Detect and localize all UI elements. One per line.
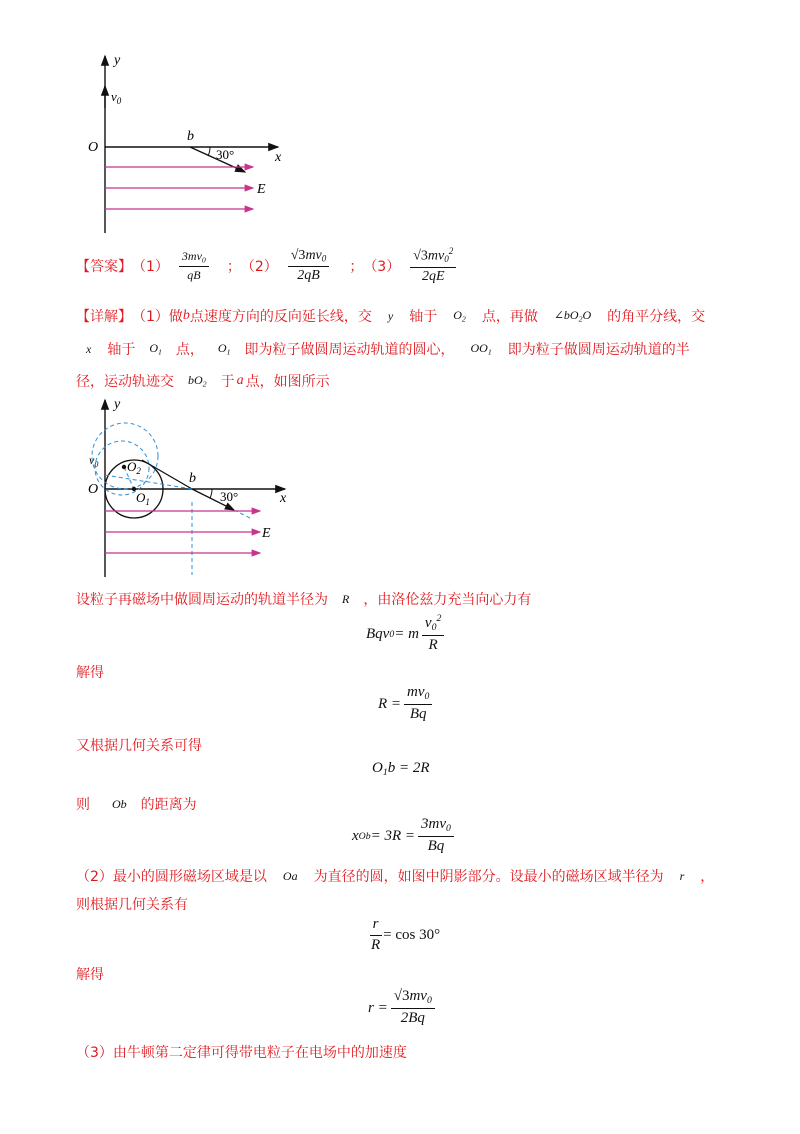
equation-3: $O_1b = 2R$ [372, 760, 430, 778]
answer-sep: ； [349, 259, 364, 275]
detail-angle: $\angle bO_2O$ [553, 308, 592, 324]
O2-label: $O_2$ [127, 459, 141, 476]
body-text: 则根据几何关系有 [76, 897, 188, 913]
detail-var-O1-2: $O_1$ [217, 341, 231, 357]
v0-label: $v_0$ [111, 89, 122, 106]
text-line [76, 793, 197, 815]
detail-text: 轴于 [409, 309, 438, 325]
equation-2: R = $\frac{mv_0}{Bq}$ [378, 684, 432, 724]
body-text: ，由洛伦兹力充当向心力有 [363, 592, 532, 608]
var-R: R [342, 591, 350, 606]
body-text: （2）最小的圆形磁场区域是以 [76, 869, 267, 885]
detail-text: （1）做 [132, 309, 183, 325]
equation-4: x Ob = 3R = $\frac{3mv_0}{Bq}$ [352, 816, 454, 856]
answer-sep: ； [226, 259, 241, 275]
detail-text: 径，运动轨迹交 [76, 374, 174, 390]
detail-text: 即为粒子做圆周运动轨道的半 [507, 342, 690, 358]
body-text: 又根据几何关系可得 [76, 738, 202, 754]
text-line [76, 865, 714, 887]
field-label: E [262, 526, 271, 541]
detail-var-a: a [236, 373, 244, 388]
x-axis-label: x [280, 491, 287, 506]
detail-var-b: b [182, 308, 190, 323]
detail-text: 点速度方向的反向延长线，交 [189, 309, 372, 325]
body-text: ， [700, 869, 715, 885]
answer-bracket: 【答案】 [76, 259, 132, 275]
v0-label: $v_0$ [89, 453, 99, 469]
detail-var-O1: $O_1$ [149, 341, 162, 357]
detail-text: 的角平分线，交 [607, 309, 706, 325]
point-b-label: b [189, 471, 196, 486]
detail-text: 即为粒子做圆周运动轨道的圆心， [244, 342, 455, 358]
body-text: （3）由牛顿第二定律可得带电粒子在电场中的加速度 [76, 1045, 407, 1061]
var-Oa: Oa [282, 868, 298, 883]
detail-text: 于 [220, 374, 235, 390]
figure-2 [80, 392, 300, 580]
detail-text: 点，如图所示 [245, 374, 330, 390]
equation-6: r = $\frac{√3mv_0}{2Bq}$ [368, 986, 435, 1030]
detail-var-O2: $O_2$ [453, 308, 466, 324]
detail-var-bO2: $bO_2$ [188, 373, 207, 389]
detail-text: 轴于 [107, 342, 136, 358]
detail-line-1 [76, 305, 705, 327]
detail-line-2 [86, 338, 690, 360]
point-b-label: b [187, 129, 194, 144]
angle-arc [210, 489, 212, 498]
y-axis-label: y [114, 53, 121, 68]
O1-label: $O_1$ [136, 490, 150, 507]
detail-var-x: x [86, 341, 92, 356]
origin-label: O [88, 482, 99, 497]
text-line [76, 588, 531, 610]
detail-var-y: y [387, 308, 394, 323]
answer-part-2-label: （2） [240, 259, 278, 275]
var-Ob: Ob [112, 796, 127, 811]
equation-5: $\frac{r}{R}$ = cos 30° [371, 915, 441, 953]
detail-text: 点，再做 [481, 309, 538, 325]
dashed-circle [95, 441, 149, 495]
equation-1: Bqv 0 = m $\frac{v_0^2}{R}$ [366, 614, 444, 654]
detail-text: 点， [175, 342, 204, 358]
body-text: 解得 [76, 665, 104, 681]
body-text: 解得 [76, 967, 104, 983]
detail-bracket: 【详解】 [76, 309, 132, 325]
answer-part-3-label: （3） [363, 259, 401, 275]
detail-var-OO1: $OO_1$ [470, 341, 492, 357]
answer-3-formula: $\frac{√3mv_0^2}{2qE}$ [410, 247, 456, 284]
tangent-line [142, 460, 192, 489]
answer-2-formula: $\frac{√3mv_0}{2qB}$ [288, 249, 330, 284]
dashed-circle [92, 423, 158, 489]
angle-label: 30° [220, 489, 239, 504]
answer-1-formula: $\frac{3mv_0}{qB}$ [179, 250, 209, 282]
var-r: r [679, 868, 685, 883]
detail-line-3 [76, 370, 330, 392]
body-text: 设粒子再磁场中做圆周运动的轨道半径为 [76, 592, 328, 608]
y-axis-label: y [114, 397, 121, 412]
answer-part-1-label: （1） [132, 259, 169, 275]
body-text: 为直径的圆，如图中阴影部分。设最小的磁场区域半径为 [313, 869, 664, 885]
x-axis-label: x [275, 150, 282, 165]
body-text: 的距离为 [140, 797, 197, 813]
answer-line [76, 244, 456, 288]
field-label: E [257, 182, 266, 197]
body-text: 则 [76, 797, 90, 813]
angle-arc [208, 147, 210, 156]
figure-1 [80, 48, 300, 238]
center-O2 [122, 465, 126, 469]
angle-label: 30° [216, 147, 235, 162]
origin-label: O [88, 140, 99, 155]
